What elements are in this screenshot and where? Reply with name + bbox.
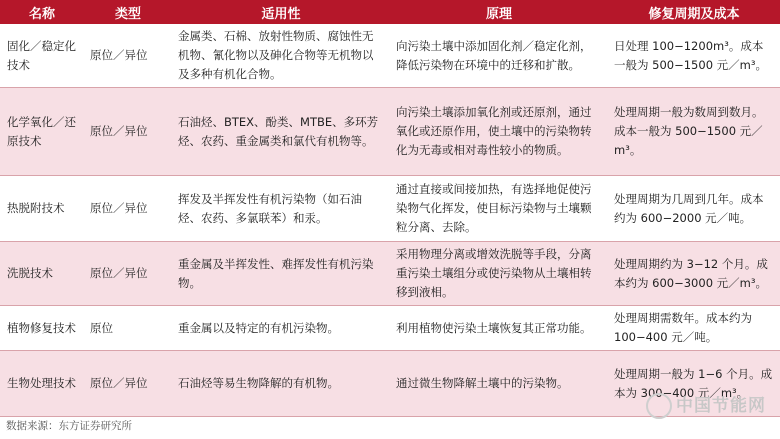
table-row [0,24,780,88]
row-type: 原位／异位 [84,176,172,242]
row-name: 洗脱技术 [0,242,84,306]
row-applicability: 重金属以及特定的有机污染物。 [172,306,390,351]
row-principle: 向污染土壤添加氧化剂或还原剂，通过氧化或还原作用，使土壤中的污染物转化为无毒或相对毒性较小的物质。 [390,88,608,176]
header-row [0,0,780,24]
row-type: 原位／异位 [84,242,172,306]
row-type: 原位／异位 [84,88,172,176]
table-row [0,242,780,306]
row-applicability: 石油烃等易生物降解的有机物。 [172,351,390,417]
row-name: 生物处理技术 [0,351,84,417]
row-applicability: 石油烃、BTEX、酚类、MTBE、多环芳烃、农药、重金属类和氯代有机物等。 [172,88,390,176]
row-type: 原位／异位 [84,24,172,88]
row-cost: 处理周期需数年。成本约为 100−400 元／吨。 [608,306,780,351]
row-applicability: 金属类、石棉、放射性物质、腐蚀性无机物、氰化物以及砷化合物等无机物以及多种有机化合物。 [172,24,390,88]
watermark-logo-icon [646,393,672,419]
header-principle: 原理 [390,0,608,24]
watermark-text: 中国节能网 [676,396,766,416]
row-cost: 处理周期一般为 1−6 个月。成本为 300−400 元／m³。 [608,351,780,417]
header-name: 名称 [0,0,84,24]
row-applicability: 重金属及半挥发性、难挥发性有机污染物。 [172,242,390,306]
table-row [0,176,780,242]
row-cost: 处理周期约为 3−12 个月。成本约为 600−3000 元／m³。 [608,242,780,306]
row-name: 固化／稳定化技术 [0,24,84,88]
row-name: 热脱附技术 [0,176,84,242]
row-principle: 向污染土壤中添加固化剂／稳定化剂，降低污染物在环境中的迁移和扩散。 [390,24,608,88]
table-row [0,306,780,351]
row-type: 原位 [84,306,172,351]
row-principle: 通过微生物降解土壤中的污染物。 [390,351,608,417]
row-cost: 处理周期一般为数周到数月。成本一般为 500−1500 元／m³。 [608,88,780,176]
source-note: 数据来源：东方证券研究所 [6,420,132,432]
header-cost: 修复周期及成本 [608,0,780,24]
row-principle: 通过直接或间接加热，有选择地促使污染物气化挥发，使目标污染物与土壤颗粒分离、去除。 [390,176,608,242]
header-applicability: 适用性 [172,0,390,24]
row-principle: 采用物理分离或增效洗脱等手段，分离重污染土壤组分或使污染物从土壤相转移到液相。 [390,242,608,306]
row-applicability: 挥发及半挥发性有机污染物（如石油烃、农药、多氯联苯）和汞。 [172,176,390,242]
row-cost: 日处理 100−1200m³。成本一般为 500−1500 元／m³。 [608,24,780,88]
table-row [0,88,780,176]
row-type: 原位／异位 [84,351,172,417]
row-cost: 处理周期为几周到几年。成本约为 600−2000 元／吨。 [608,176,780,242]
watermark [646,391,766,419]
header-type: 类型 [84,0,172,24]
row-name: 化学氧化／还原技术 [0,88,84,176]
row-name: 植物修复技术 [0,306,84,351]
row-principle: 利用植物使污染土壤恢复其正常功能。 [390,306,608,351]
